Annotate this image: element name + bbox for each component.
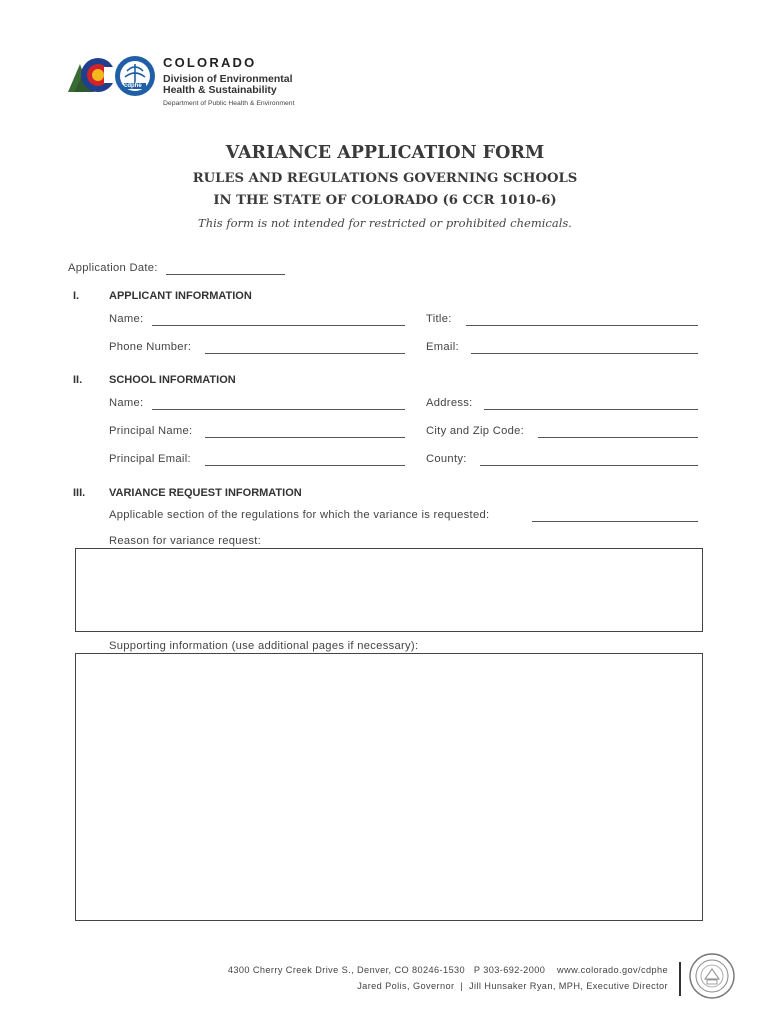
- principal-email-label: Principal Email:: [109, 453, 191, 465]
- brand-division: [163, 74, 293, 96]
- brand-state: COLORADO: [163, 55, 257, 70]
- applicant-email-label: Email:: [426, 341, 459, 353]
- principal-name-field[interactable]: [205, 437, 405, 438]
- county-label: County:: [426, 453, 467, 465]
- seal-text: cdphe: [124, 83, 142, 89]
- principal-name-label: Principal Name:: [109, 425, 193, 437]
- footer-website[interactable]: www.colorado.gov/cdphe: [557, 965, 668, 975]
- brand-department: Department of Public Health & Environment: [163, 100, 295, 107]
- reason-textarea[interactable]: [75, 548, 703, 632]
- form-note: This form is not intended for restricted or prohibited chemicals.: [198, 216, 572, 230]
- supporting-info-label: Supporting information (use additional pages if necessary):: [109, 640, 419, 652]
- applicant-email-field[interactable]: [471, 353, 698, 354]
- section-title-applicant: APPLICANT INFORMATION: [109, 290, 252, 302]
- cdphe-seal-icon: [114, 55, 156, 97]
- city-zip-field[interactable]: [538, 437, 698, 438]
- form-title: VARIANCE APPLICATION FORM: [225, 143, 545, 163]
- school-name-label: Name:: [109, 397, 144, 409]
- applicant-name-label: Name:: [109, 313, 144, 325]
- form-subtitle-line1: RULES AND REGULATIONS GOVERNING SCHOOLS: [192, 171, 578, 186]
- regulation-section-field[interactable]: [532, 521, 698, 522]
- section-title-variance: VARIANCE REQUEST INFORMATION: [109, 487, 302, 499]
- footer-address: 4300 Cherry Creek Drive S., Denver, CO 80246-1530: [227, 965, 466, 975]
- brand-division-line2: Health & Sustainability: [163, 84, 277, 96]
- reason-label: Reason for variance request:: [109, 535, 262, 547]
- applicant-title-label: Title:: [426, 313, 452, 325]
- section-title-school: SCHOOL INFORMATION: [109, 374, 236, 386]
- applicant-name-field[interactable]: [152, 325, 405, 326]
- footer-phone: P 303-692-2000: [473, 965, 546, 975]
- city-zip-label: City and Zip Code:: [426, 425, 525, 437]
- state-seal-icon: [688, 952, 736, 1000]
- regulation-section-label: Applicable section of the regulations for which the variance is requested:: [109, 509, 490, 521]
- county-field[interactable]: [480, 465, 698, 466]
- colorado-logo-icon: [68, 54, 116, 96]
- footer-contact: [228, 965, 668, 975]
- school-address-label: Address:: [426, 397, 473, 409]
- section-number-variance: III.: [73, 487, 86, 499]
- school-name-field[interactable]: [152, 409, 405, 410]
- applicant-phone-label: Phone Number:: [109, 341, 192, 353]
- section-number-applicant: I.: [73, 290, 80, 302]
- form-subtitle-line2: IN THE STATE OF COLORADO (6 CCR 1010-6): [213, 193, 557, 208]
- section-number-school: II.: [73, 374, 83, 386]
- supporting-info-textarea[interactable]: [75, 653, 703, 921]
- application-date-label: Application Date:: [68, 262, 158, 274]
- applicant-phone-field[interactable]: [205, 353, 405, 354]
- principal-email-field[interactable]: [205, 465, 405, 466]
- footer-divider: [679, 962, 681, 996]
- application-date-field[interactable]: [166, 274, 285, 275]
- applicant-title-field[interactable]: [466, 325, 698, 326]
- school-address-field[interactable]: [484, 409, 698, 410]
- footer-officials: Jared Polis, Governor | Jill Hunsaker Ryan, MPH, Executive Director: [357, 981, 668, 991]
- brand-division-line1: Division of Environmental: [163, 73, 293, 85]
